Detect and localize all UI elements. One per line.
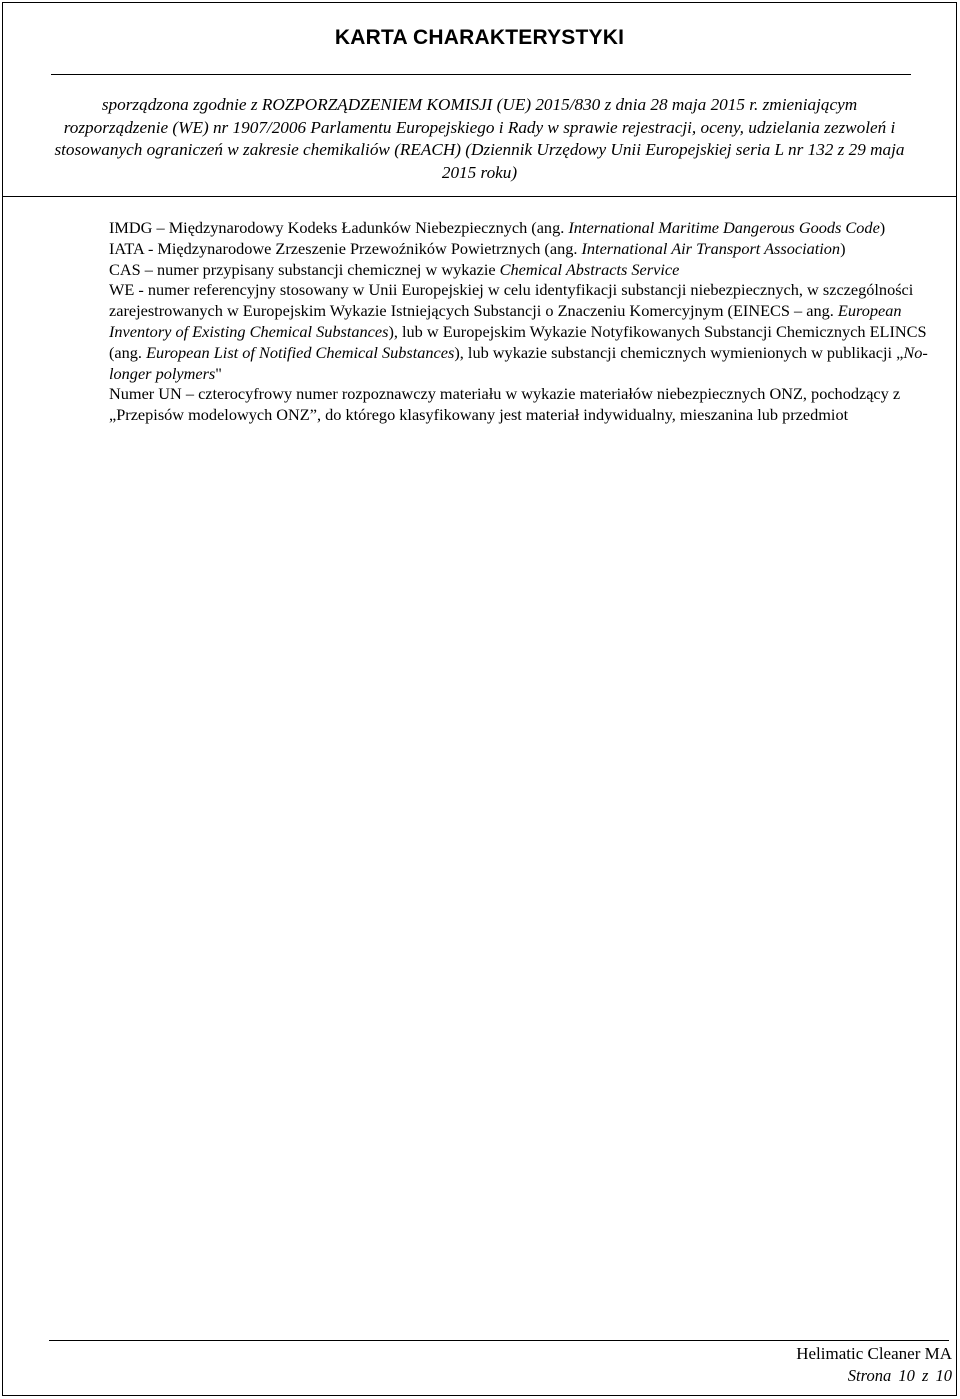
- footer-divider: [49, 1340, 949, 1341]
- we-text: ), lub w Europejskim Wykazie Notyfikowanych Substancji Chemicznych ELINCS (ang.: [109, 321, 927, 362]
- abbreviation-cas: [109, 260, 929, 281]
- iata-text: IATA - Międzynarodowe Zrzeszenie Przewoźników Powietrznych (ang.: [109, 238, 582, 258]
- abbreviation-un: Numer UN – czterocyfrowy numer rozpoznawczy materiału w wykazie materiałów niebezpiecznych ONZ, pochodzący z „Przepisów modelowych ONZ”, do którego klasyfikowany jest materiał indywidualny, mieszanina lub przedmiot: [109, 384, 901, 425]
- document-title: KARTA CHARAKTERYSTYKI: [334, 26, 625, 49]
- regulation-line: rozporządzenie (WE) nr 1907/2006 Parlamentu Europejskiego i Rady w sprawie rejestracji, oceny, udzielania zezwoleń i: [63, 117, 896, 137]
- regulation-note: [42, 94, 917, 184]
- regulation-line: 2015 roku): [441, 162, 518, 182]
- abbreviations-section: [109, 218, 929, 426]
- we-text: ": [215, 363, 222, 383]
- page-frame: [2, 2, 957, 1396]
- we-text: WE - numer referencyjny stosowany w Unii Europejskiej w celu identyfikacji substancji niebezpiecznych, w szczególności zarejestrowanych w Europejskim Wykazie Istniejących Substancji o Znaczeniu Komercyjnym (EINECS – ang.: [109, 280, 914, 321]
- iata-english-name: International Air Transport Association: [581, 238, 841, 258]
- imdg-english-name: International Maritime Dangerous Goods Code: [568, 218, 880, 237]
- cas-english-name: Chemical Abstracts Service: [499, 259, 680, 279]
- footer-page-number: Strona 10 z 10: [847, 1366, 952, 1385]
- einecs-english-name: European Inventory of Existing Chemical Substances: [109, 301, 902, 341]
- abbreviation-imdg: [109, 218, 929, 239]
- document-header: [2, 2, 957, 197]
- regulation-line: sporządzona zgodnie z ROZPORZĄDZENIEM KOMISJI (UE) 2015/830 z dnia 28 maja 2015 r. zmieniającym: [101, 95, 858, 114]
- abbreviation-iata: [109, 239, 929, 260]
- nlp-publication-name: No-longer polymers: [109, 342, 928, 383]
- abbreviation-we: [109, 280, 929, 384]
- footer-product-name: Helimatic Cleaner MA: [796, 1344, 952, 1363]
- cas-text: CAS – numer przypisany substancji chemicznej w wykazie: [109, 259, 500, 279]
- elincs-english-name: European List of Notified Chemical Substances: [146, 342, 455, 362]
- imdg-text: IMDG – Międzynarodowy Kodeks Ładunków Niebezpiecznych (ang.: [109, 218, 569, 237]
- imdg-tail: ): [879, 218, 886, 237]
- regulation-line: stosowanych ograniczeń w zakresie chemikaliów (REACH) (Dziennik Urzędowy Unii Europejskiej seria L nr 132 z 29 maja: [54, 140, 905, 159]
- iata-tail: ): [840, 238, 846, 258]
- we-text: ), lub wykazie substancji chemicznych wymienionych w publikacji „: [454, 342, 904, 362]
- title-divider: [51, 74, 911, 75]
